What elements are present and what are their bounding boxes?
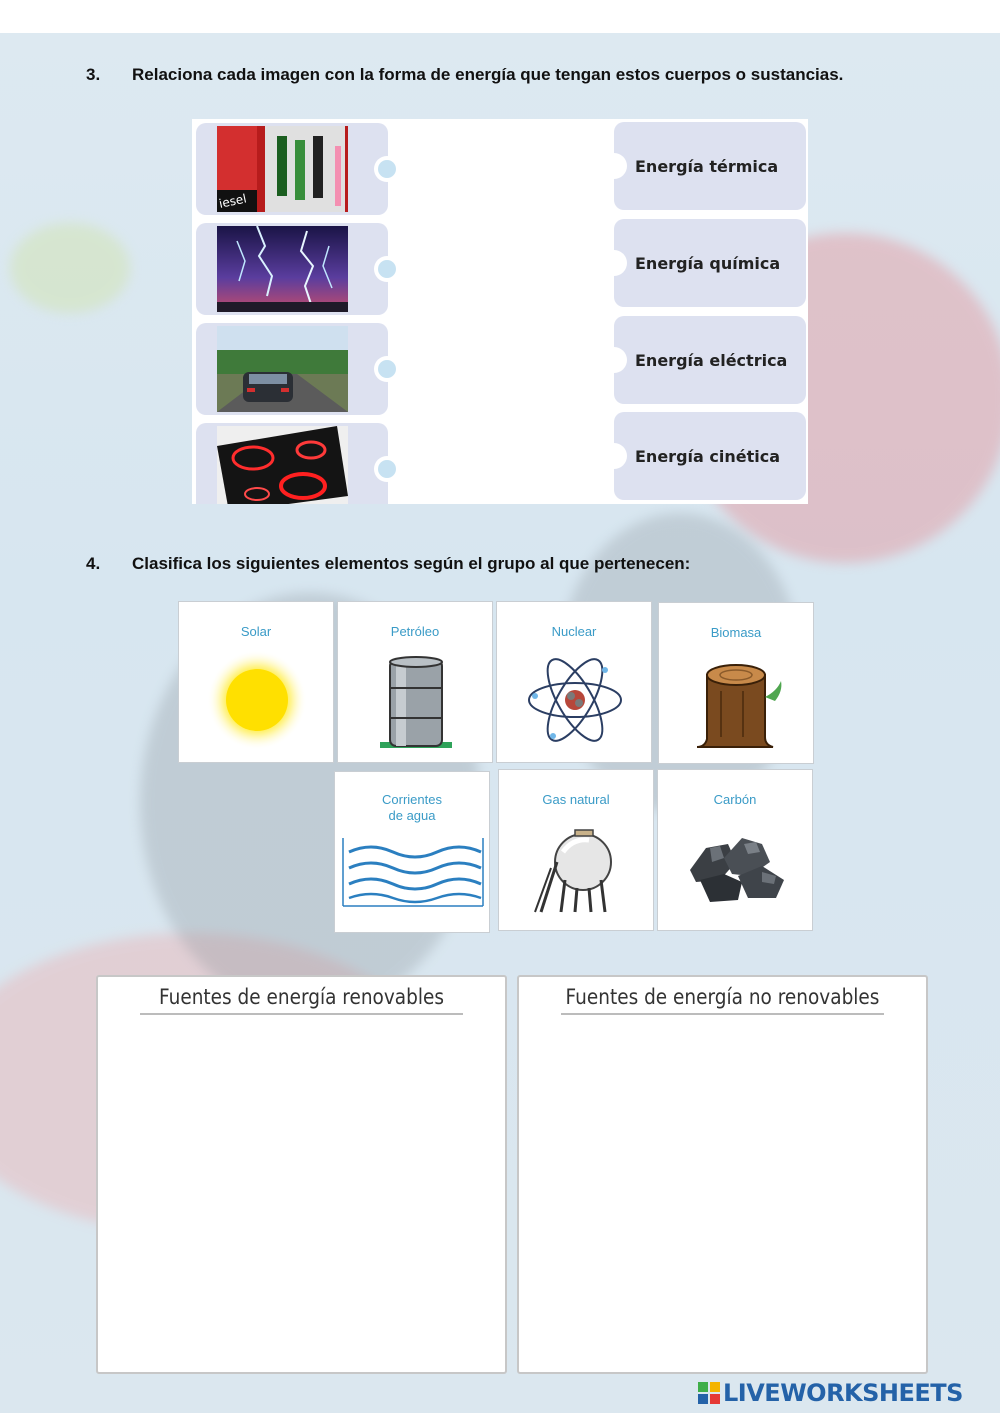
liveworksheets-logo — [698, 1378, 963, 1408]
match-connector-dot[interactable] — [374, 156, 400, 182]
coal-icon — [680, 818, 792, 918]
lightning-photo — [217, 226, 348, 312]
match-image-card-fuel[interactable] — [196, 123, 388, 215]
sun-icon — [207, 650, 307, 750]
tile-oil[interactable] — [337, 601, 493, 763]
title-underline — [561, 1013, 884, 1015]
match-image-card-cooktop[interactable] — [196, 423, 388, 504]
svg-text:iesel: iesel — [217, 191, 248, 211]
tile-label: Petróleo — [390, 624, 440, 639]
match-label-electric[interactable] — [614, 316, 806, 404]
question-text: Clasifica los siguientes elementos según el grupo al que pertenecen: — [132, 554, 691, 573]
question-number: 3. — [86, 65, 101, 84]
tile-label: Nuclear — [551, 624, 597, 639]
oil-barrel-icon — [366, 650, 466, 750]
question-3 — [86, 65, 843, 85]
match-label-text: Energía química — [635, 253, 781, 273]
fuel-pump-photo — [217, 126, 348, 212]
match-label-thermal[interactable] — [614, 122, 806, 210]
match-image-card-lightning[interactable] — [196, 223, 388, 315]
tile-water[interactable] — [334, 771, 490, 933]
tile-label: Carbón — [713, 792, 757, 807]
question-4 — [86, 554, 690, 574]
match-image-card-car[interactable] — [196, 323, 388, 415]
non-renewable-drop-zone[interactable] — [517, 975, 928, 1374]
tile-nuclear[interactable] — [496, 601, 652, 763]
atom-icon — [525, 650, 625, 750]
liveworksheets-brand: LIVEWORKSHEETS — [723, 1379, 963, 1407]
tile-coal[interactable] — [657, 769, 813, 931]
tile-label: Biomasa — [710, 625, 762, 640]
background-shape — [10, 223, 130, 313]
matching-exercise — [192, 119, 808, 504]
question-text: Relaciona cada imagen con la forma de energía que tengan estos cuerpos o sustancias. — [132, 65, 844, 84]
match-label-kinetic[interactable] — [614, 412, 806, 500]
match-connector-dot[interactable] — [374, 456, 400, 482]
tile-label: Solar — [240, 624, 272, 639]
renewable-drop-zone[interactable] — [96, 975, 507, 1374]
gas-tank-icon — [527, 818, 627, 918]
car-on-road-photo — [217, 326, 348, 412]
match-label-chemical[interactable] — [614, 219, 806, 307]
match-label-text: Energía cinética — [635, 446, 780, 466]
question-number: 4. — [86, 554, 101, 573]
match-label-text: Energía térmica — [635, 156, 779, 176]
tile-solar[interactable] — [178, 601, 334, 763]
liveworksheets-logo-icon — [698, 1382, 720, 1404]
tile-label: Corrientes de agua — [382, 792, 442, 823]
tile-natural-gas[interactable] — [498, 769, 654, 931]
tile-biomass[interactable] — [658, 602, 814, 764]
water-waves-icon — [341, 836, 485, 910]
ceramic-cooktop-photo — [217, 426, 348, 504]
box-title: Fuentes de energía no renovables — [565, 985, 880, 1009]
box-title: Fuentes de energía renovables — [158, 985, 444, 1009]
match-connector-dot[interactable] — [374, 256, 400, 282]
title-underline — [140, 1013, 463, 1015]
tile-label: Gas natural — [542, 792, 610, 807]
match-label-text: Energía eléctrica — [635, 350, 788, 370]
tree-stump-icon — [687, 651, 787, 751]
match-connector-dot[interactable] — [374, 356, 400, 382]
